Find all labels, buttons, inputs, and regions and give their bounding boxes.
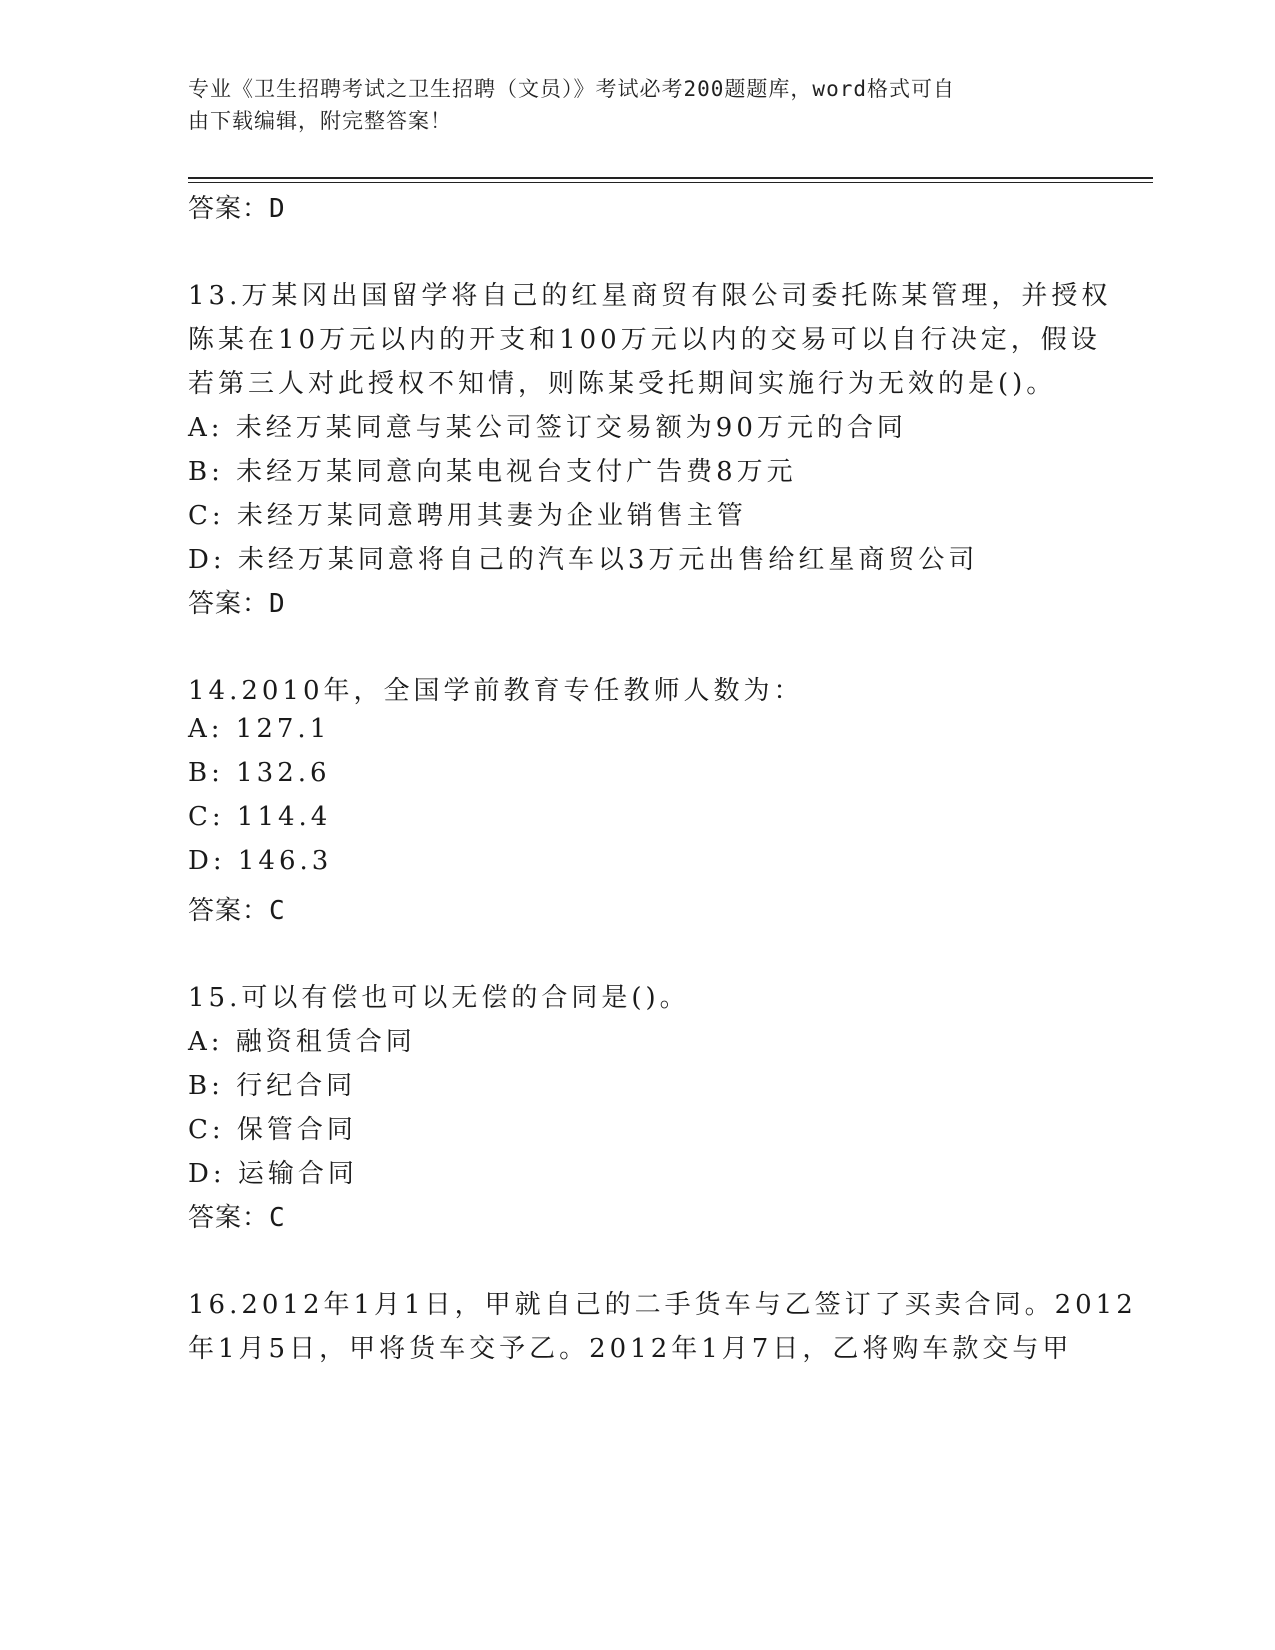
option-a: A: 融资租赁合同 (188, 1027, 416, 1057)
header-divider-thin (188, 182, 1153, 183)
answer: 答案：C (188, 896, 286, 926)
option-b: B: 行纪合同 (188, 1071, 357, 1101)
option-d: D: 146.3 (188, 846, 333, 876)
question-stem: 陈某在10万元以内的开支和100万元以内的交易可以自行决定，假设 (188, 325, 1101, 355)
answer: 答案：C (188, 1203, 286, 1233)
option-c: C: 未经万某同意聘用其妻为企业销售主管 (188, 501, 747, 531)
answer: 答案：D (188, 589, 286, 619)
option-c: C: 保管合同 (188, 1115, 357, 1145)
question-stem: 若第三人对此授权不知情，则陈某受托期间实施行为无效的是()。 (188, 369, 1057, 399)
option-b: B: 132.6 (188, 758, 331, 788)
question-stem: 16.2012年1月1日，甲就自己的二手货车与乙签订了买卖合同。2012 (188, 1290, 1137, 1320)
header-line-2: 由下载编辑，附完整答案！ (188, 109, 452, 133)
option-d: D: 运输合同 (188, 1159, 358, 1189)
option-c: C: 114.4 (188, 802, 332, 832)
question-stem: 15.可以有偿也可以无偿的合同是()。 (188, 983, 690, 1013)
header-line-1: 专业《卫生招聘考试之卫生招聘（文员）》考试必考200题题库，word格式可自 (188, 77, 955, 101)
option-a: A: 未经万某同意与某公司签订交易额为90万元的合同 (188, 413, 907, 443)
option-b: B: 未经万某同意向某电视台支付广告费8万元 (188, 457, 797, 487)
document-header (188, 73, 1068, 137)
option-d: D: 未经万某同意将自己的汽车以3万元出售给红星商贸公司 (188, 545, 979, 575)
option-a: A: 127.1 (188, 714, 331, 744)
question-stem: 年1月5日，甲将货车交予乙。2012年1月7日，乙将购车款交与甲 (188, 1334, 1073, 1364)
question-stem: 13.万某冈出国留学将自己的红星商贸有限公司委托陈某管理，并授权 (188, 281, 1112, 311)
header-divider (188, 177, 1153, 179)
question-stem: 14.2010年，全国学前教育专任教师人数为： (188, 676, 804, 706)
prev-answer: 答案：D (188, 194, 286, 224)
